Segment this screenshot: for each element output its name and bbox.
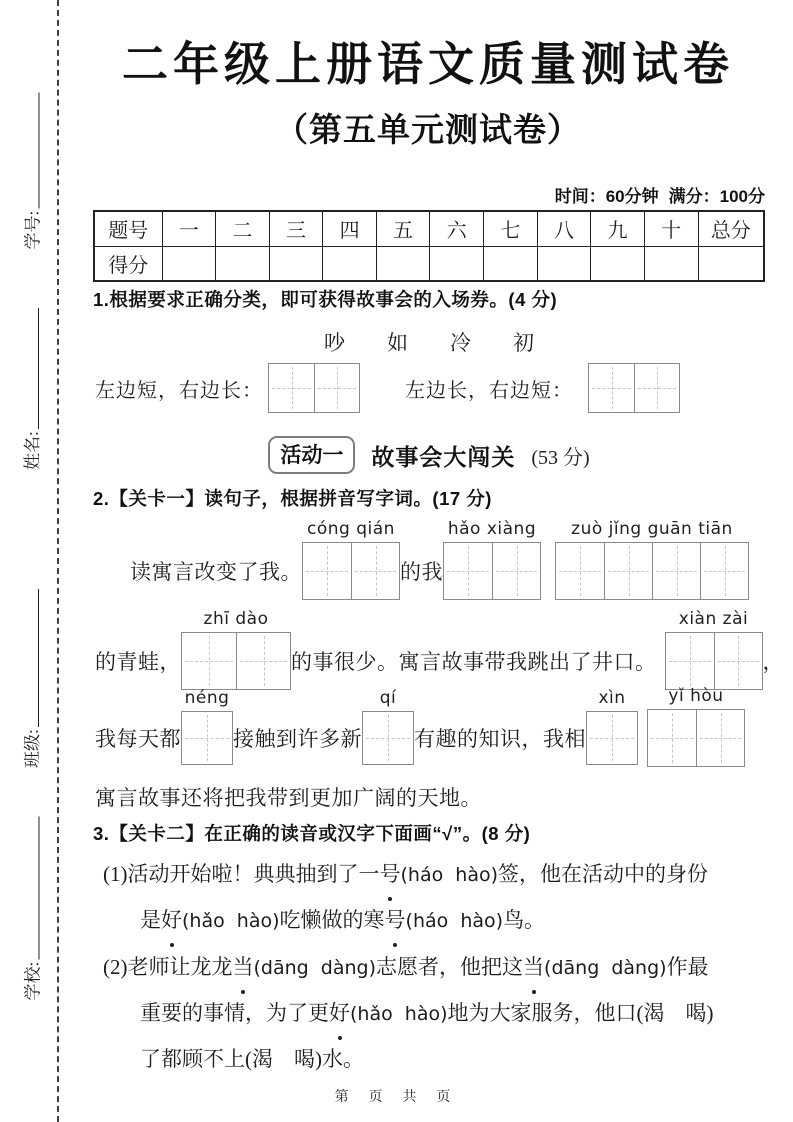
pinyin-label: yǐ hòu	[668, 686, 724, 706]
sentence-text: 鸟。	[503, 908, 546, 932]
school-field	[18, 794, 44, 1001]
emphasized-character: 号	[385, 898, 406, 943]
grid-cell	[182, 633, 236, 689]
table-header-cell: 二	[216, 211, 270, 246]
full-score: 满分：100分	[668, 187, 765, 206]
score-cell	[162, 246, 216, 281]
pinyin-choice: (háo hào)	[405, 910, 504, 932]
character-option: 初	[513, 331, 534, 355]
question-number-header: 题号	[94, 211, 162, 246]
score-cell	[323, 246, 377, 281]
question-2-heading: 2.【关卡一】读句子，根据拼音写字词。(17 分)	[93, 488, 492, 509]
score-cell	[216, 246, 270, 281]
activity-title: 故事会大闯关	[371, 443, 516, 470]
sentence-text: (2)	[103, 955, 128, 979]
score-cell	[698, 246, 764, 281]
activity-score: (53 分)	[531, 446, 590, 469]
grid-cell	[303, 543, 351, 599]
score-cell	[269, 246, 323, 281]
pinyin-choice: (dāng dàng)	[253, 957, 377, 979]
score-table	[93, 210, 765, 282]
student-id-label: 学号:	[23, 210, 42, 250]
grid-cell	[589, 364, 634, 412]
emphasized-character: 好	[329, 991, 350, 1036]
sentence-text: 老师让龙龙	[127, 955, 233, 979]
pinyin-choice: (hǎo hào)	[182, 910, 280, 932]
sentence-text: (渴 喝)	[636, 1001, 714, 1025]
question-3-item-1	[103, 852, 771, 944]
writing-grid	[181, 632, 291, 690]
writing-grid	[647, 709, 745, 767]
table-header-cell: 三	[269, 211, 323, 246]
exam-info	[545, 182, 765, 207]
grid-cell	[652, 543, 700, 599]
grid-cell	[269, 364, 314, 412]
classification-label-left-short: 左边短，右边长：	[95, 379, 263, 402]
character-option: 冷	[450, 331, 471, 355]
student-id-field	[18, 75, 44, 250]
question-number-row	[94, 211, 764, 246]
table-header-cell: 总分	[698, 211, 764, 246]
student-name-field	[17, 290, 43, 470]
pinyin-label: cóng qián	[307, 519, 395, 539]
sentence-text: 接触到许多新	[233, 727, 362, 751]
writing-grid	[586, 711, 638, 765]
class-field	[17, 570, 43, 768]
table-header-cell: 九	[591, 211, 645, 246]
writing-grid	[362, 711, 414, 765]
writing-grid	[555, 542, 749, 600]
character-option: 如	[387, 331, 408, 355]
activity-badge: 活动一	[268, 436, 355, 474]
sentence-text: ，	[762, 650, 784, 674]
grid-cell	[444, 543, 492, 599]
sentence-text: 的事很少。寓言故事带我跳出了井口。	[291, 650, 657, 674]
writing-grid	[302, 542, 400, 600]
pinyin-writing-box	[647, 686, 745, 767]
pinyin-label: zhī dào	[203, 609, 269, 629]
question-2-line-4: 寓言故事还将把我带到更加广阔的天地。	[95, 786, 482, 810]
sentence-text: 重要的事情，为了更	[140, 1001, 329, 1025]
sentence-text: (渴 喝)	[245, 1047, 322, 1071]
score-cell	[376, 246, 430, 281]
margin-dashed-divider	[57, 0, 59, 1122]
sentence-text: 我每天都	[95, 727, 181, 751]
emphasized-character: 好	[161, 898, 182, 943]
grid-cell	[556, 543, 604, 599]
grid-cell	[236, 633, 290, 689]
question-1-characters	[93, 327, 765, 357]
pinyin-writing-box	[443, 519, 541, 600]
question-3-item-2	[103, 945, 771, 1082]
activity-banner	[93, 436, 765, 474]
question-2-line-2	[95, 609, 784, 689]
grid-cell	[648, 710, 696, 766]
sentence-text: 志愿者，他把这	[376, 955, 524, 979]
grid-cell	[634, 364, 679, 412]
question-1-heading: 1.根据要求正确分类，即可获得故事会的入场券。(4 分)	[93, 289, 558, 310]
student-id-blank-line	[22, 93, 40, 209]
grid-cell	[351, 543, 399, 599]
pinyin-label: xiàn zài	[678, 609, 749, 629]
question-2-line-3	[95, 686, 745, 766]
grid-cell	[363, 712, 413, 764]
score-cell	[644, 246, 698, 281]
pinyin-label: hǎo xiàng	[447, 519, 537, 539]
sentence-text: 水。	[322, 1047, 364, 1071]
writing-grid	[181, 711, 233, 765]
score-header: 得分	[94, 246, 162, 281]
pinyin-choice: (dāng dàng)	[544, 957, 667, 979]
score-row	[94, 246, 764, 281]
pinyin-writing-box	[555, 519, 749, 600]
grid-cell	[714, 633, 762, 689]
table-header-cell: 四	[323, 211, 377, 246]
school-label: 学校:	[23, 961, 42, 1001]
score-cell	[484, 246, 538, 281]
score-cell	[591, 246, 645, 281]
writing-grid	[665, 632, 763, 690]
pinyin-choice: (hǎo hào)	[350, 1003, 448, 1025]
table-header-cell: 六	[430, 211, 484, 246]
pinyin-writing-box	[181, 688, 233, 765]
sentence-text: 签，他在活动中的身份	[498, 862, 709, 886]
school-blank-line	[22, 817, 40, 960]
grid-cell	[492, 543, 540, 599]
grid-cell	[696, 710, 744, 766]
class-label: 班级:	[22, 729, 42, 768]
grid-cell	[604, 543, 652, 599]
pinyin-writing-box	[586, 688, 638, 765]
question-3-sentence-line	[103, 945, 771, 991]
table-header-cell: 八	[537, 211, 591, 246]
sentence-text: 活动开始啦！典典抽到了一	[127, 862, 380, 886]
writing-grid	[268, 363, 360, 413]
sentence-text: 有趣的知识，我相	[414, 727, 586, 751]
character-option: 吵	[324, 331, 345, 355]
question-3-sentence-line	[103, 991, 771, 1037]
question-2-line-1	[130, 519, 749, 599]
pinyin-label: qí	[379, 688, 397, 708]
emphasized-character: 当	[523, 945, 544, 990]
pinyin-label: xìn	[598, 688, 626, 708]
grid-cell	[182, 712, 232, 764]
pinyin-choice: (háo hào)	[400, 864, 499, 886]
sentence-text: 是	[140, 908, 161, 932]
pinyin-label: zuò jǐng guān tiān	[571, 519, 733, 539]
page-subtitle: （第五单元测试卷）	[275, 111, 581, 148]
score-cell	[537, 246, 591, 281]
sentence-text: 了都顾不上	[140, 1047, 245, 1071]
table-header-cell: 七	[484, 211, 538, 246]
question-3-sentence-line	[103, 1037, 771, 1082]
sentence-text: 地为大家服务，他口	[447, 1001, 637, 1025]
pinyin-writing-box	[181, 609, 291, 690]
table-header-cell: 一	[162, 211, 216, 246]
question-3-sentence-line	[103, 852, 771, 898]
sentence-text: 的我	[400, 560, 443, 584]
classification-label-left-long: 左边长，右边短：	[405, 379, 573, 402]
grid-cell	[666, 633, 714, 689]
emphasized-character: 当	[233, 945, 254, 990]
grid-cell	[700, 543, 748, 599]
student-name-blank-line	[21, 308, 39, 429]
sentence-text: 吃懒做的寒	[279, 908, 385, 932]
question-3-heading: 3.【关卡二】在正确的读音或汉字下面画“√”。(8 分)	[93, 823, 531, 844]
pinyin-writing-box	[665, 609, 763, 690]
emphasized-character: 号	[380, 852, 401, 897]
sentence-text: (1)	[103, 862, 128, 886]
table-header-cell: 十	[644, 211, 698, 246]
pinyin-label: néng	[184, 688, 230, 708]
sentence-text: 读寓言改变了我。	[130, 560, 302, 584]
student-name-label: 姓名:	[22, 431, 42, 470]
page-footer: 第 页 共 页	[334, 1088, 459, 1104]
pinyin-writing-box	[362, 688, 414, 765]
writing-grid	[443, 542, 541, 600]
question-1-answer-row	[95, 362, 680, 414]
question-3-sentence-line	[103, 898, 771, 944]
pinyin-writing-box	[302, 519, 400, 600]
sentence-text: 作最	[666, 955, 709, 979]
class-blank-line	[21, 589, 39, 727]
grid-cell	[587, 712, 637, 764]
grid-cell	[314, 364, 359, 412]
sentence-text: 的青蛙，	[95, 650, 181, 674]
score-cell	[430, 246, 484, 281]
writing-grid	[588, 363, 680, 413]
page-title: 二年级上册语文质量测试卷	[122, 38, 734, 90]
time-limit: 时间：60分钟	[554, 187, 659, 206]
table-header-cell: 五	[376, 211, 430, 246]
